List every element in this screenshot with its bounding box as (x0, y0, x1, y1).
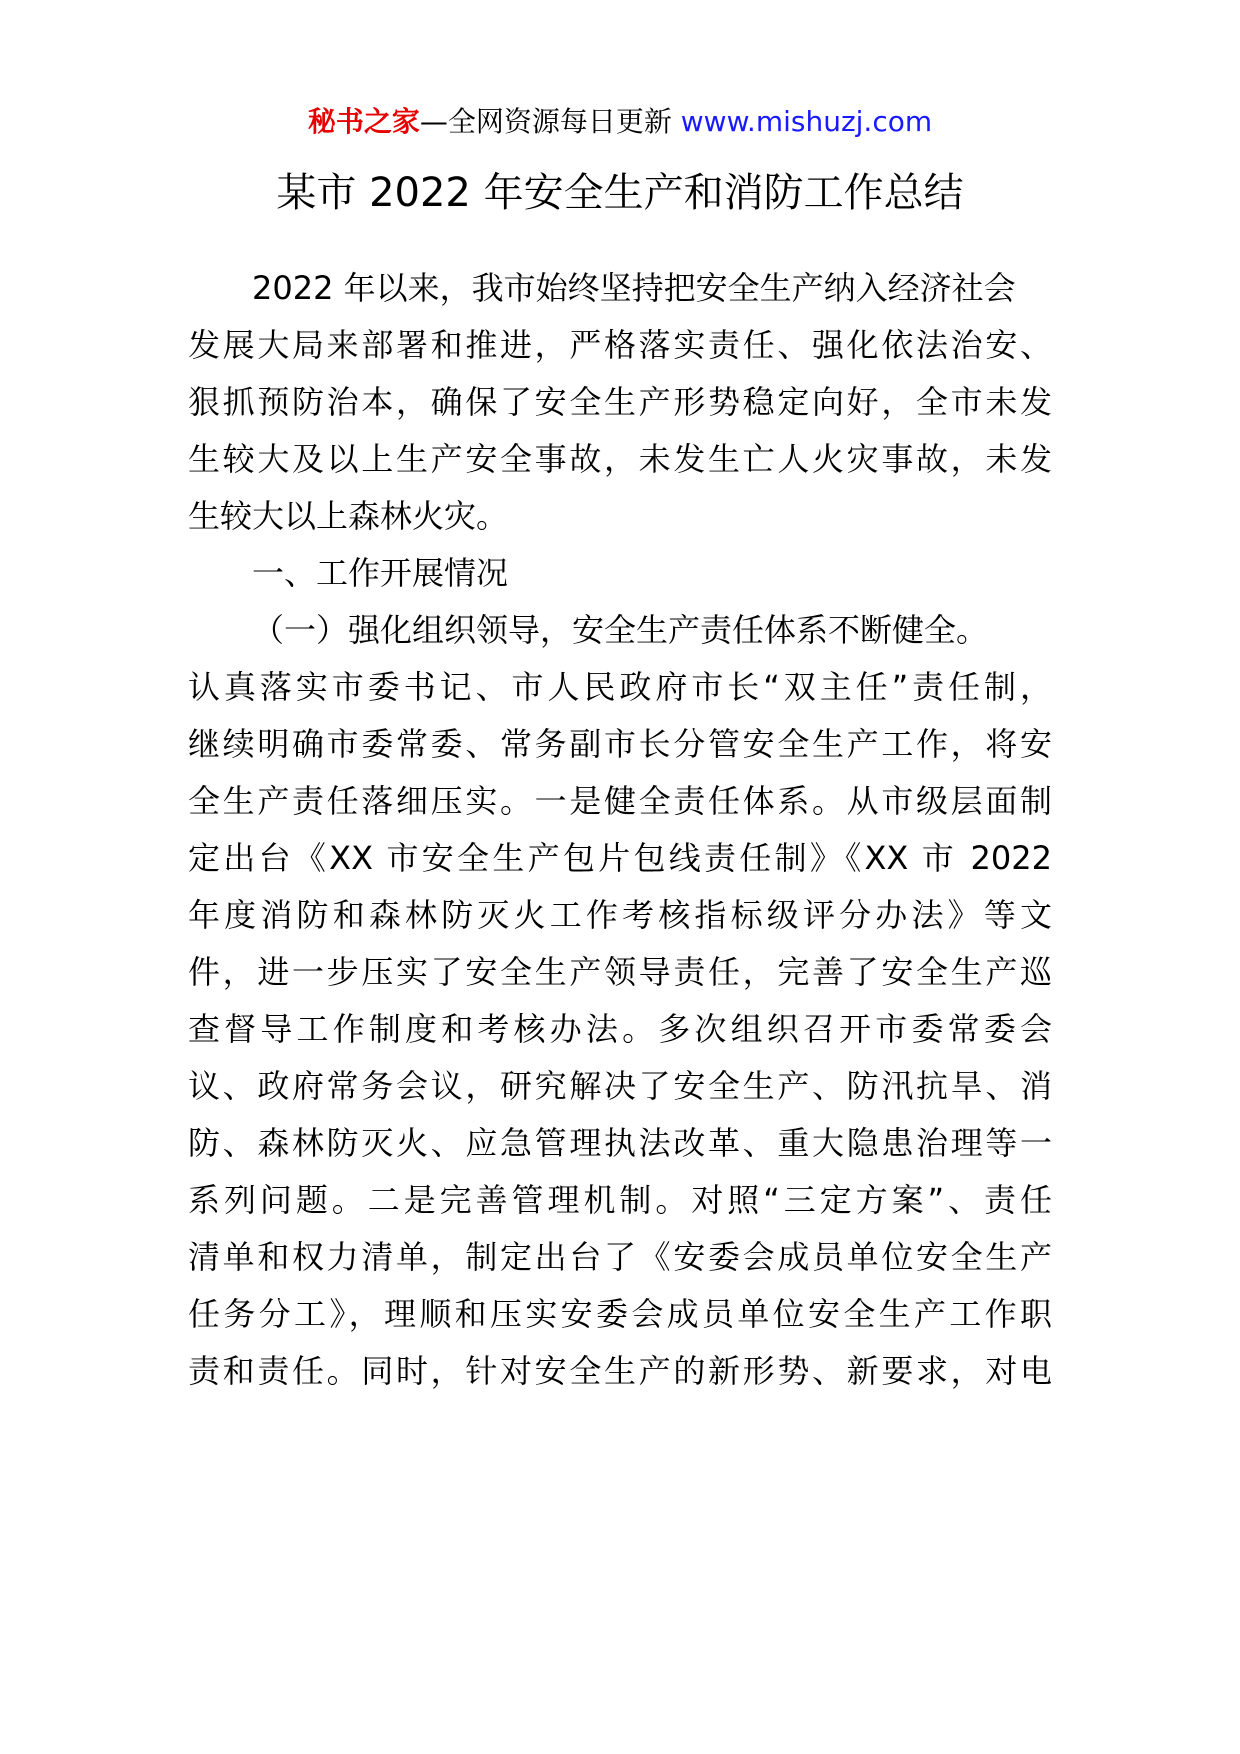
brand-name: 秘书之家 (307, 105, 420, 138)
text-line: 生较大及以上生产安全事故，未发生亡人火灾事故，未发 (188, 440, 1052, 478)
text-line: 任务分工》，理顺和压实安委会成员单位安全生产工作职 (188, 1295, 1052, 1333)
text-line: 2022 年以来，我市始终坚持把安全生产纳入经济社会 (252, 269, 1016, 307)
text-line: 查督导工作制度和考核办法。多次组织召开市委常委会 (188, 1010, 1052, 1048)
text-line: 狠抓预防治本，确保了安全生产形势稳定向好，全市未发 (188, 383, 1052, 421)
text-line: 生较大以上森林火灾。 (188, 497, 509, 535)
text-line: 年度消防和森林防灭火工作考核指标级评分办法》等文 (188, 896, 1052, 934)
document-title: 某市 2022 年安全生产和消防工作总结 (276, 170, 964, 216)
section-heading: 一、工作开展情况 (252, 554, 509, 592)
text-line: 件，进一步压实了安全生产领导责任，完善了安全生产巡 (188, 953, 1052, 991)
text-line: 清单和权力清单，制定出台了《安委会成员单位安全生产 (188, 1238, 1052, 1276)
site-banner (0, 104, 1240, 140)
text-line: 继续明确市委常委、常务副市长分管安全生产工作，将安 (188, 725, 1052, 763)
text-line: 责和责任。同时，针对安全生产的新形势、新要求，对电 (188, 1352, 1052, 1390)
text-line: 防、森林防灭火、应急管理执法改革、重大隐患治理等一 (188, 1124, 1052, 1162)
text-line: 系列问题。二是完善管理机制。对照“三定方案”、责任 (188, 1181, 1052, 1219)
site-url-link[interactable]: www.mishuzj.com (680, 105, 933, 138)
text-line: 议、政府常务会议，研究解决了安全生产、防汛抗旱、消 (188, 1067, 1052, 1105)
subsection-heading: （一）强化组织领导，安全生产责任体系不断健全。 (252, 611, 989, 649)
text-line: 定出台《XX 市安全生产包片包线责任制》《XX 市 2022 (188, 839, 1052, 877)
text-line: 发展大局来部署和推进，严格落实责任、强化依法治安、 (188, 326, 1052, 364)
banner-tagline: —全网资源每日更新 (419, 105, 681, 138)
text-line: 认真落实市委书记、市人民政府市长“双主任”责任制， (188, 668, 1052, 706)
text-line: 全生产责任落细压实。一是健全责任体系。从市级层面制 (188, 782, 1052, 820)
